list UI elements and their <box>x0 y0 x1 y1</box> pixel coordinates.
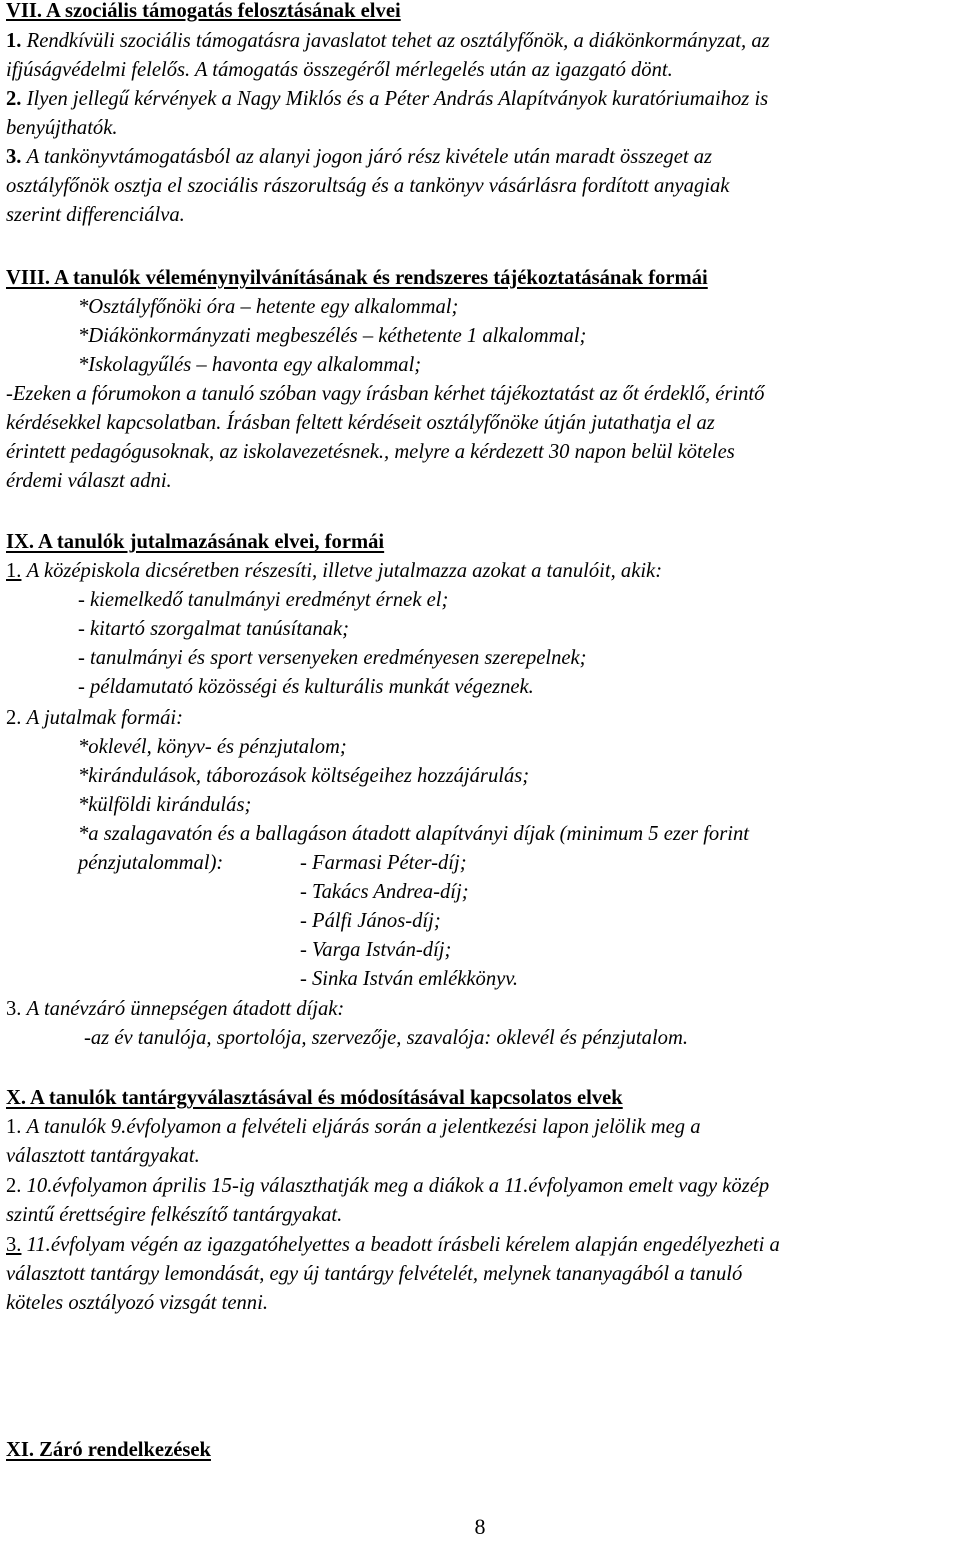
paragraph-text: kérdésekkel kapcsolatban. Írásban feltett kérdéseit osztályfőnöke útján jutathatja el az <box>6 412 715 434</box>
section-8-heading: VIII. A tanulók véleménynyilvánításának és rendszeres tájékoztatásának formái <box>6 267 708 289</box>
paragraph-text: érintett pedagógusoknak, az iskolavezetésnek., melyre a kérdezett 30 napon belül köteles <box>6 441 735 463</box>
section-9-point-3 <box>6 996 344 1022</box>
prize-item: - Farmasi Péter-díj; <box>300 852 467 874</box>
section-9-point-1 <box>6 558 662 584</box>
paragraph-text: szerint differenciálva. <box>6 204 185 226</box>
section-10-point-1 <box>6 1114 701 1140</box>
page-number: 8 <box>474 1514 486 1539</box>
point-number: 2. <box>6 88 22 110</box>
list-item: *oklevél, könyv- és pénzjutalom; <box>78 736 347 758</box>
prize-item: - Takács Andrea-díj; <box>300 881 469 903</box>
paragraph-text: A tanulók 9.évfolyamon a felvételi eljárás során a jelentkezési lapon jelölik meg a <box>26 1116 701 1138</box>
point-number: 3. <box>6 146 22 168</box>
list-item: *kirándulások, táborozások költségeihez hozzájárulás; <box>78 765 530 787</box>
paragraph-text: A középiskola dicséretben részesíti, illetve jutalmazza azokat a tanulóit, akik: <box>26 560 663 582</box>
paragraph-text: 10.évfolyamon április 15-ig választhatják meg a diákok a 11.évfolyamon emelt vagy közép <box>26 1175 770 1197</box>
section-11-heading: XI. Záró rendelkezések <box>6 1439 211 1461</box>
list-item: *külföldi kirándulás; <box>78 794 252 816</box>
list-item: *Osztályfőnöki óra – hetente egy alkalommal; <box>78 296 459 318</box>
point-number: 1. <box>6 30 22 52</box>
section-7-point-1 <box>6 28 770 54</box>
list-item: - példamutató közösségi és kulturális munkát végeznek. <box>78 676 534 698</box>
section-10-point-3 <box>6 1232 780 1258</box>
point-number: 2. <box>6 1175 22 1197</box>
list-item: - tanulmányi és sport versenyeken eredményesen szerepelnek; <box>78 647 587 669</box>
paragraph-text: 11.évfolyam végén az igazgatóhelyettes a beadott írásbeli kérelem alapján engedélyezheti a <box>26 1234 780 1256</box>
paragraph-text: köteles osztályozó vizsgát tenni. <box>6 1292 268 1314</box>
point-number: 2. <box>6 707 22 729</box>
paragraph-text: -Ezeken a fórumokon a tanuló szóban vagy írásban kérhet tájékoztatást az őt érdeklő, érintő <box>6 383 765 405</box>
paragraph-text: Ilyen jellegű kérvények a Nagy Miklós és a Péter András Alapítványok kuratóriumaihoz is <box>26 88 769 110</box>
section-7-point-3 <box>6 144 712 170</box>
paragraph-text: választott tantárgyakat. <box>6 1145 200 1167</box>
paragraph-text: érdemi választ adni. <box>6 470 172 492</box>
list-item: -az év tanulója, sportolója, szervezője, szavalója: oklevél és pénzjutalom. <box>84 1027 688 1049</box>
list-item: pénzjutalommal): <box>78 852 224 874</box>
section-7-point-2 <box>6 86 768 112</box>
paragraph-text: A tanévzáró ünnepségen átadott díjak: <box>26 998 345 1020</box>
paragraph-text: A tankönyvtámogatásból az alanyi jogon járó rész kivétele után maradt összeget az <box>26 146 713 168</box>
list-item: - kitartó szorgalmat tanúsítanak; <box>78 618 349 640</box>
section-10-point-2 <box>6 1173 769 1199</box>
list-item: *Iskolagyűlés – havonta egy alkalommal; <box>78 354 422 376</box>
section-7-heading: VII. A szociális támogatás felosztásának elvei <box>6 0 401 22</box>
section-9-point-2 <box>6 705 183 731</box>
list-item: *Diákönkormányzati megbeszélés – kéthetente 1 alkalommal; <box>78 325 587 347</box>
paragraph-text: A jutalmak formái: <box>26 707 183 729</box>
point-number: 1. <box>6 1116 22 1138</box>
list-item: *a szalagavatón és a ballagáson átadott alapítványi díjak (minimum 5 ezer forint <box>78 823 749 845</box>
paragraph-text: szintű érettségire felkészítő tantárgyakat. <box>6 1204 343 1226</box>
prize-item: - Sinka István emlékkönyv. <box>300 968 519 990</box>
list-item: - kiemelkedő tanulmányi eredményt érnek el; <box>78 589 449 611</box>
section-9-heading: IX. A tanulók jutalmazásának elvei, formái <box>6 531 385 553</box>
paragraph-text: benyújthatók. <box>6 117 118 139</box>
prize-item: - Pálfi János-díj; <box>300 910 441 932</box>
point-number: 3. <box>6 998 22 1020</box>
prize-item: - Varga István-díj; <box>300 939 452 961</box>
paragraph-text: Rendkívüli szociális támogatásra javaslatot tehet az osztályfőnök, a diákönkormányzat, az <box>26 30 770 52</box>
point-number: 1. <box>6 560 22 582</box>
point-number: 3. <box>6 1234 22 1256</box>
paragraph-text: ifjúságvédelmi felelős. A támogatás összegéről mérlegelés után az igazgató dönt. <box>6 59 673 81</box>
paragraph-text: osztályfőnök osztja el szociális rászorultság és a tankönyv vásárlásra fordított anyagiak <box>6 175 730 197</box>
paragraph-text: választott tantárgy lemondását, egy új tantárgy felvételét, melynek tananyagából a tanuló <box>6 1263 743 1285</box>
section-10-heading: X. A tanulók tantárgyválasztásával és módosításával kapcsolatos elvek <box>6 1087 623 1109</box>
